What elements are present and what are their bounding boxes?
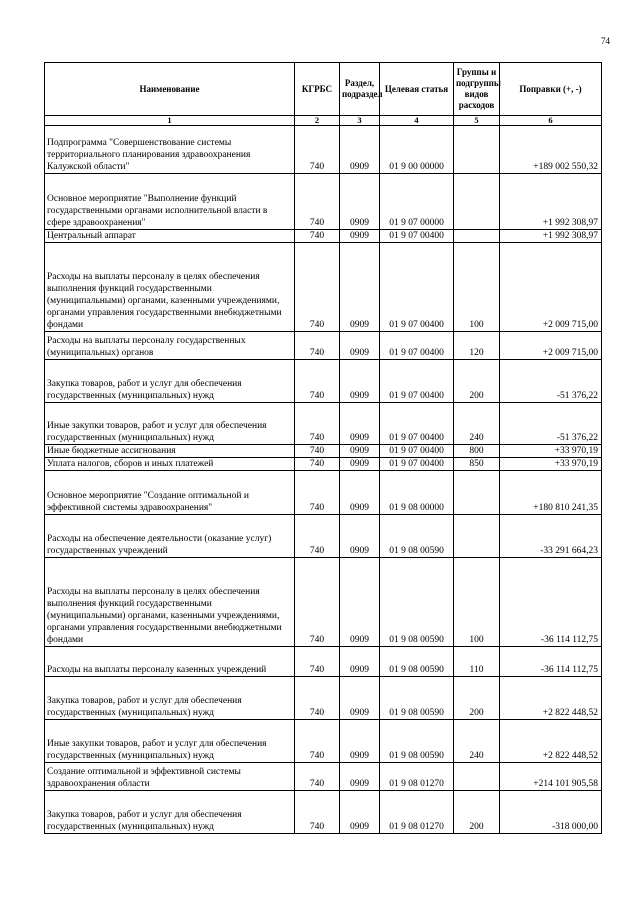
row-name: Закупка товаров, работ и услуг для обеспечения государственных (муниципальных) нужд xyxy=(45,677,295,720)
row-amount: +33 970,19 xyxy=(500,445,602,458)
row-section: 0909 xyxy=(340,647,380,677)
table-row xyxy=(45,445,602,458)
row-name: Иные закупки товаров, работ и услуг для обеспечения государственных (муниципальных) нужд xyxy=(45,720,295,763)
row-group: 100 xyxy=(454,243,500,332)
row-kgrbs: 740 xyxy=(295,720,340,763)
row-kgrbs: 740 xyxy=(295,174,340,230)
row-target: 01 9 08 00590 xyxy=(380,515,454,558)
table-row xyxy=(45,174,602,230)
row-name: Основное мероприятие "Выполнение функций государственными органами исполнительной власти в сфере здравоохранения" xyxy=(45,174,295,230)
row-section: 0909 xyxy=(340,126,380,174)
column-number: 4 xyxy=(380,116,454,126)
table-row xyxy=(45,677,602,720)
row-target: 01 9 08 00590 xyxy=(380,720,454,763)
column-number: 3 xyxy=(340,116,380,126)
header-expense-groups: Группы и подгруппы видов расходов xyxy=(454,63,500,116)
row-kgrbs: 740 xyxy=(295,647,340,677)
row-name: Центральный аппарат xyxy=(45,230,295,243)
row-kgrbs: 740 xyxy=(295,445,340,458)
row-name: Закупка товаров, работ и услуг для обеспечения государственных (муниципальных) нужд xyxy=(45,791,295,834)
row-kgrbs: 740 xyxy=(295,677,340,720)
row-kgrbs: 740 xyxy=(295,126,340,174)
row-amount: +2 009 715,00 xyxy=(500,243,602,332)
row-target: 01 9 07 00000 xyxy=(380,174,454,230)
table-row xyxy=(45,558,602,647)
row-group: 200 xyxy=(454,677,500,720)
table-row xyxy=(45,403,602,445)
row-kgrbs: 740 xyxy=(295,471,340,515)
row-target: 01 9 08 01270 xyxy=(380,763,454,791)
row-amount: -36 114 112,75 xyxy=(500,558,602,647)
row-name: Закупка товаров, работ и услуг для обеспечения государственных (муниципальных) нужд xyxy=(45,360,295,403)
row-target: 01 9 08 00590 xyxy=(380,647,454,677)
row-group: 800 xyxy=(454,445,500,458)
row-group: 120 xyxy=(454,332,500,360)
table-header-row xyxy=(45,63,602,116)
row-name: Подпрограмма "Совершенствование системы территориального планирования здравоохранения Калужской области" xyxy=(45,126,295,174)
row-kgrbs: 740 xyxy=(295,230,340,243)
table-row xyxy=(45,458,602,471)
row-group: 100 xyxy=(454,558,500,647)
budget-amendments-table xyxy=(44,62,602,834)
table-row xyxy=(45,230,602,243)
row-section: 0909 xyxy=(340,458,380,471)
row-group: 850 xyxy=(454,458,500,471)
row-target: 01 9 07 00400 xyxy=(380,230,454,243)
row-amount: -318 000,00 xyxy=(500,791,602,834)
row-section: 0909 xyxy=(340,332,380,360)
row-group: 240 xyxy=(454,403,500,445)
row-section: 0909 xyxy=(340,445,380,458)
row-kgrbs: 740 xyxy=(295,558,340,647)
row-kgrbs: 740 xyxy=(295,791,340,834)
column-number: 5 xyxy=(454,116,500,126)
row-section: 0909 xyxy=(340,515,380,558)
table-row xyxy=(45,332,602,360)
row-name: Расходы на обеспечение деятельности (оказание услуг) государственных учреждений xyxy=(45,515,295,558)
column-numbers-row xyxy=(45,116,602,126)
column-number: 1 xyxy=(45,116,295,126)
row-group xyxy=(454,471,500,515)
row-amount: +189 002 550,32 xyxy=(500,126,602,174)
row-group xyxy=(454,515,500,558)
row-amount: -51 376,22 xyxy=(500,403,602,445)
row-amount: -33 291 664,23 xyxy=(500,515,602,558)
row-target: 01 9 08 00000 xyxy=(380,471,454,515)
row-name: Иные бюджетные ассигнования xyxy=(45,445,295,458)
row-amount: -36 114 112,75 xyxy=(500,647,602,677)
row-section: 0909 xyxy=(340,471,380,515)
row-kgrbs: 740 xyxy=(295,458,340,471)
row-name: Расходы на выплаты персоналу казенных учреждений xyxy=(45,647,295,677)
row-section: 0909 xyxy=(340,360,380,403)
table-row xyxy=(45,126,602,174)
row-name: Расходы на выплаты персоналу государственных (муниципальных) органов xyxy=(45,332,295,360)
row-name: Расходы на выплаты персоналу в целях обеспечения выполнения функций государственными (муниципальными) органами, казенными учреждениями, органами управления государственными внебюджетными фондами xyxy=(45,243,295,332)
row-amount: -51 376,22 xyxy=(500,360,602,403)
table-row xyxy=(45,360,602,403)
row-kgrbs: 740 xyxy=(295,763,340,791)
row-amount: +1 992 308,97 xyxy=(500,174,602,230)
row-kgrbs: 740 xyxy=(295,360,340,403)
row-amount: +2 822 448,52 xyxy=(500,720,602,763)
row-kgrbs: 740 xyxy=(295,403,340,445)
row-target: 01 9 07 00400 xyxy=(380,332,454,360)
table-row xyxy=(45,791,602,834)
row-group: 200 xyxy=(454,360,500,403)
row-target: 01 9 08 01270 xyxy=(380,791,454,834)
row-section: 0909 xyxy=(340,720,380,763)
row-group: 240 xyxy=(454,720,500,763)
column-number: 6 xyxy=(500,116,602,126)
row-section: 0909 xyxy=(340,243,380,332)
row-target: 01 9 07 00400 xyxy=(380,243,454,332)
row-section: 0909 xyxy=(340,230,380,243)
row-name: Расходы на выплаты персоналу в целях обеспечения выполнения функций государственными (муниципальными) органами, казенными учреждениями, органами управления государственными внебюджетными фондами xyxy=(45,558,295,647)
row-amount: +180 810 241,35 xyxy=(500,471,602,515)
row-target: 01 9 07 00400 xyxy=(380,403,454,445)
header-name: Наименование xyxy=(45,63,295,116)
page-number: 74 xyxy=(601,36,610,46)
row-target: 01 9 07 00400 xyxy=(380,360,454,403)
row-name: Иные закупки товаров, работ и услуг для обеспечения государственных (муниципальных) нужд xyxy=(45,403,295,445)
row-section: 0909 xyxy=(340,174,380,230)
row-target: 01 9 00 00000 xyxy=(380,126,454,174)
row-name: Уплата налогов, сборов и иных платежей xyxy=(45,458,295,471)
header-target-article: Целевая статья xyxy=(380,63,454,116)
row-target: 01 9 08 00590 xyxy=(380,558,454,647)
row-group xyxy=(454,230,500,243)
header-section: Раздел, подраздел xyxy=(340,63,380,116)
row-group xyxy=(454,763,500,791)
row-target: 01 9 07 00400 xyxy=(380,458,454,471)
table-row xyxy=(45,515,602,558)
table-row xyxy=(45,647,602,677)
table-row xyxy=(45,243,602,332)
row-name: Основное мероприятие "Создание оптимальной и эффективной системы здравоохранения" xyxy=(45,471,295,515)
row-kgrbs: 740 xyxy=(295,515,340,558)
row-name: Создание оптимальной и эффективной системы здравоохранения области xyxy=(45,763,295,791)
header-kgrbs: КГРБС xyxy=(295,63,340,116)
row-kgrbs: 740 xyxy=(295,243,340,332)
row-amount: +214 101 905,58 xyxy=(500,763,602,791)
row-amount: +2 009 715,00 xyxy=(500,332,602,360)
row-group: 110 xyxy=(454,647,500,677)
row-section: 0909 xyxy=(340,791,380,834)
row-section: 0909 xyxy=(340,558,380,647)
row-kgrbs: 740 xyxy=(295,332,340,360)
column-number: 2 xyxy=(295,116,340,126)
row-target: 01 9 07 00400 xyxy=(380,445,454,458)
row-section: 0909 xyxy=(340,763,380,791)
row-section: 0909 xyxy=(340,403,380,445)
table-row xyxy=(45,763,602,791)
table-row xyxy=(45,720,602,763)
row-amount: +33 970,19 xyxy=(500,458,602,471)
row-amount: +1 992 308,97 xyxy=(500,230,602,243)
row-group: 200 xyxy=(454,791,500,834)
table-row xyxy=(45,471,602,515)
header-amendments: Поправки (+, -) xyxy=(500,63,602,116)
row-group xyxy=(454,126,500,174)
row-amount: +2 822 448,52 xyxy=(500,677,602,720)
row-group xyxy=(454,174,500,230)
row-target: 01 9 08 00590 xyxy=(380,677,454,720)
row-section: 0909 xyxy=(340,677,380,720)
